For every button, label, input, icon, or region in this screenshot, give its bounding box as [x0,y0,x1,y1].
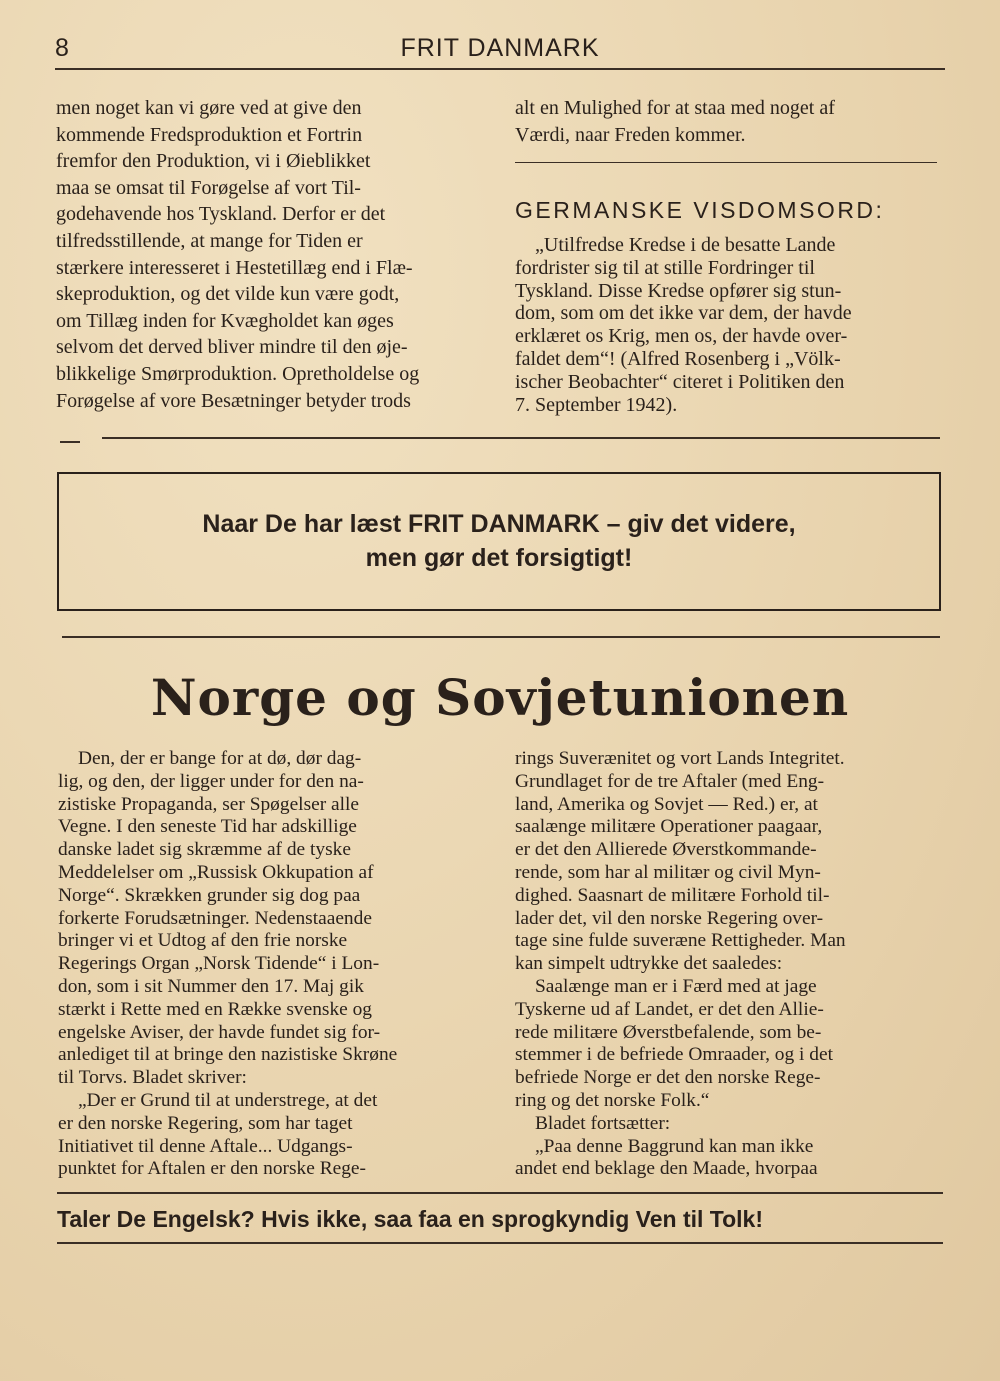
notice-line: men gør det forsigtigt! [365,544,633,572]
text-line: maa se omsat til Forøgelse af vort Til- [56,176,361,199]
text-line: Vegne. I den seneste Tid har adskillige [58,816,357,838]
notice-line: Naar De har læst FRIT DANMARK – giv det videre, [202,510,796,538]
divider-rule [102,437,940,439]
text-line: rings Suverænitet og vort Lands Integritet. [515,748,845,769]
text-line: faldet dem“! (Alfred Rosenberg i „Völk- [515,347,841,370]
text-line: Saalænge man er i Færd med at jage [535,975,817,997]
text-line: tage sine fulde suveræne Rettigheder. Man [515,930,846,952]
text-line: „Der er Grund til at understrege, at det [78,1089,378,1111]
text-line: dighed. Saasnart de militære Forhold til- [515,884,830,906]
masthead: FRIT DANMARK [400,34,600,62]
dash-rule [60,441,80,443]
text-line: bringer vi et Udtog af den frie norske [58,930,348,952]
text-line: tilfredsstillende, at mange for Tiden er [56,229,363,252]
header-rule [55,68,945,70]
text-line: Den, der er bange for at dø, dør dag- [78,748,362,769]
text-line: andet end beklage den Maade, hvorpaa [515,1158,818,1180]
footer-rule [57,1242,943,1244]
text-line: don, som i sit Nummer den 17. Maj gik [58,975,364,997]
text-line: punktet for Aftalen er den norske Rege- [58,1158,366,1180]
text-line: til Torvs. Bladet skriver: [58,1067,247,1089]
text-line: danske ladet sig skræmme af de tyske [58,839,351,861]
text-line: skeproduktion, og det vilde kun være godt, [56,283,400,306]
text-line: Tyskland. Disse Kredse opfører sig stun- [515,279,842,302]
text-line: Værdi, naar Freden kommer. [515,123,746,146]
text-line: stemmer i de befriede Omraader, og i det [515,1044,833,1066]
top-right-column-a [515,95,943,148]
text-line: forkerte Forudsætninger. Nedenstaaende [58,907,372,929]
text-line: Forøgelse af vore Besætninger betyder trods [56,389,411,412]
text-line: befriede Norge er det den norske Rege- [515,1067,821,1089]
section-heading: GERMANSKE VISDOMSORD: [515,197,885,223]
text-line: „Paa denne Baggrund kan man ikke [535,1135,814,1157]
text-line: 7. September 1942). [515,393,678,416]
text-line: engelske Aviser, der havde fundet sig for- [58,1021,381,1043]
text-line: Grundlaget for de tre Aftaler (med Eng- [515,770,825,792]
text-line: erklæret os Krig, men os, der havde over- [515,325,848,348]
text-line: er det den Allierede Øverstkommande- [515,839,817,861]
text-line: Meddelelser om „Russisk Okkupation af [58,861,374,883]
text-line: lig, og den, der ligger under for den na- [58,770,364,792]
footer-slogan: Taler De Engelsk? Hvis ikke, saa faa en sprogkyndig Ven til Tolk! [57,1206,764,1232]
page-number: 8 [55,34,69,62]
text-line: Bladet fortsætter: [535,1112,671,1134]
text-line: Initiativet til denne Aftale... Udgangs- [58,1135,353,1157]
text-line: men noget kan vi gøre ved at give den [56,97,362,119]
text-line: godehavende hos Tyskland. Derfor er det [56,203,386,226]
divider-rule [57,1192,943,1194]
text-line: stærkere interesseret i Hestetillæg end i Flæ- [56,256,413,279]
text-line: kommende Fredsproduktion et Fortrin [56,123,363,146]
text-line: saalænge militære Operationer paagaar, [515,816,823,838]
page-header [55,34,945,66]
text-line: stærkt i Rette med en Række svenske og [58,998,372,1020]
text-line: rende, som har al militær og civil Myn- [515,861,821,883]
text-line: rede militære Øverstbefalende, som be- [515,1021,822,1043]
text-line: lader det, vil den norske Regering over- [515,907,824,929]
text-line: land, Amerika og Sovjet — Red.) er, at [515,793,818,815]
text-line: alt en Mulighed for at staa med noget af [515,97,835,119]
top-right-column-b [515,234,943,416]
divider-rule [62,636,940,638]
text-line: Regerings Organ „Norsk Tidende“ i Lon- [58,953,380,975]
text-line: ring og det norske Folk.“ [515,1089,710,1111]
text-line: anlediget til at bringe den nazistiske Skrøne [58,1044,398,1066]
text-line: ischer Beobachter“ citeret i Politiken den [515,370,845,393]
article-right-column [515,748,945,1181]
text-line: blikkelige Smørproduktion. Opretholdelse og [56,362,420,385]
notice-box [57,472,941,611]
text-line: Tyskerne ud af Landet, er det den Allie- [515,998,824,1020]
text-line: fremfor den Produktion, vi i Øieblikket [56,150,371,173]
text-line: fordrister sig til at stille Fordringer til [515,256,815,279]
article-left-column [58,748,486,1181]
text-line: kan simpelt udtrykke det saaledes: [515,953,783,975]
article-title: Norge og Sovjetunionen [150,668,850,727]
text-line: er den norske Regering, som har taget [58,1112,353,1134]
text-line: selvom det derved bliver mindre til den øje- [56,336,408,359]
text-line: zistiske Propaganda, ser Spøgelser alle [58,793,360,815]
section-divider [515,162,937,163]
text-line: dom, som om det ikke var dem, der havde [515,302,852,325]
text-line: „Utilfredse Kredse i de besatte Lande [535,234,836,256]
top-left-column [56,95,484,414]
text-line: om Tillæg inden for Kvægholdet kan øges [56,309,394,332]
text-line: Norge“. Skrækken grunder sig dog paa [58,884,361,906]
